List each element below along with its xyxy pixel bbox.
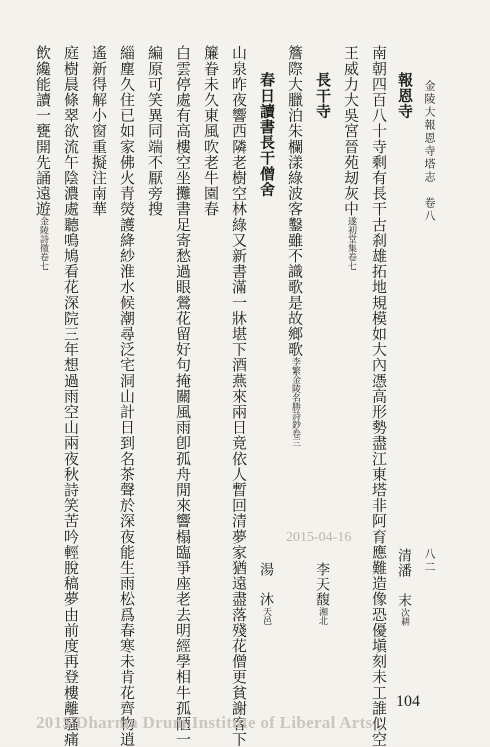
running-title: 金陵大報恩寺塔志 卷八: [423, 80, 436, 223]
poem-title-chunri: 春日讀書長干僧舍: [258, 72, 276, 197]
author-name: 李天馥: [314, 562, 330, 607]
poem-text: 飲纔能讀一甕開先誦遠遊: [34, 45, 52, 217]
poem-title-changgansi: 長干寺: [314, 72, 332, 119]
poem-line: 編原可笑異同端不厭旁搜: [146, 45, 164, 217]
poem-line: 簾眷未久東風吹老牛園春: [202, 45, 220, 217]
poem-line: 緇塵久住已如家佛火青熒護絳紗淮水候潮尋泛宅洞山計日到名茶聲於深夜能生雨松爲春寒未肯花齊物逍: [118, 45, 136, 747]
author-pan: [397, 548, 411, 626]
source-note: 遂初堂集卷七: [346, 216, 356, 271]
author-li-tianfu: [315, 562, 329, 625]
date-watermark: 2015-04-16: [286, 530, 352, 545]
poem-text: 簷際大臘泊朱欄漾綠波客鑿雖不識歌是故鄉歌: [286, 45, 304, 357]
poem-line: 遙新得解小窗重擬注南華: [90, 45, 108, 217]
author-origin: 天邑: [261, 607, 271, 625]
page-number: 104: [396, 693, 420, 710]
author-origin: 湘北: [317, 607, 327, 625]
poem-line: 山泉昨夜響西隣老樹空林綠又新書滿一牀堪下酒燕來兩日竟依人暫回清夢家猶遠盡落殘花僧更貧謝客下: [230, 45, 248, 747]
poem-line: [343, 45, 358, 271]
author-origin: 次耕: [399, 608, 409, 626]
source-note: 李繁金陵名勝詩鈔卷三: [290, 357, 300, 447]
poem-line: [287, 45, 302, 447]
author-name: 湯 沐: [258, 562, 274, 607]
author-name: 清潘 末: [396, 548, 412, 608]
source-note: 金陵詩徵卷七: [38, 216, 48, 271]
author-tang-mu: [259, 562, 273, 625]
poem-line: [35, 45, 50, 271]
poem-line: 南朝四百八十寺剩有長干古刹雄拓地規模如大內憑高形勢盡江東塔非阿育應難造像恐優塡刻未工誰似空: [370, 45, 388, 747]
folio-number: 八二: [423, 548, 436, 574]
institute-watermark: 2015 Dharma Drum Institute of Liberal Arts: [36, 713, 373, 732]
poem-line: 庭樹晨條翠欲流午陰濃處聽鳴鳩看花深院三年想過雨空山兩夜秋詩笑苦吟輕脫稿夢由前度再登樓離騷痛: [62, 45, 80, 747]
poem-line: 白雲停處有高樓空坐攤書足寄愁過眼鶯花留好句掩關風雨卽孤舟閒來響榻臨爭座老去明經學相牛孤陋一: [174, 45, 192, 747]
poem-title-baoensi: 報恩寺: [396, 72, 414, 119]
poem-text: 王威力大吳宮晉苑刼灰中: [342, 45, 360, 217]
